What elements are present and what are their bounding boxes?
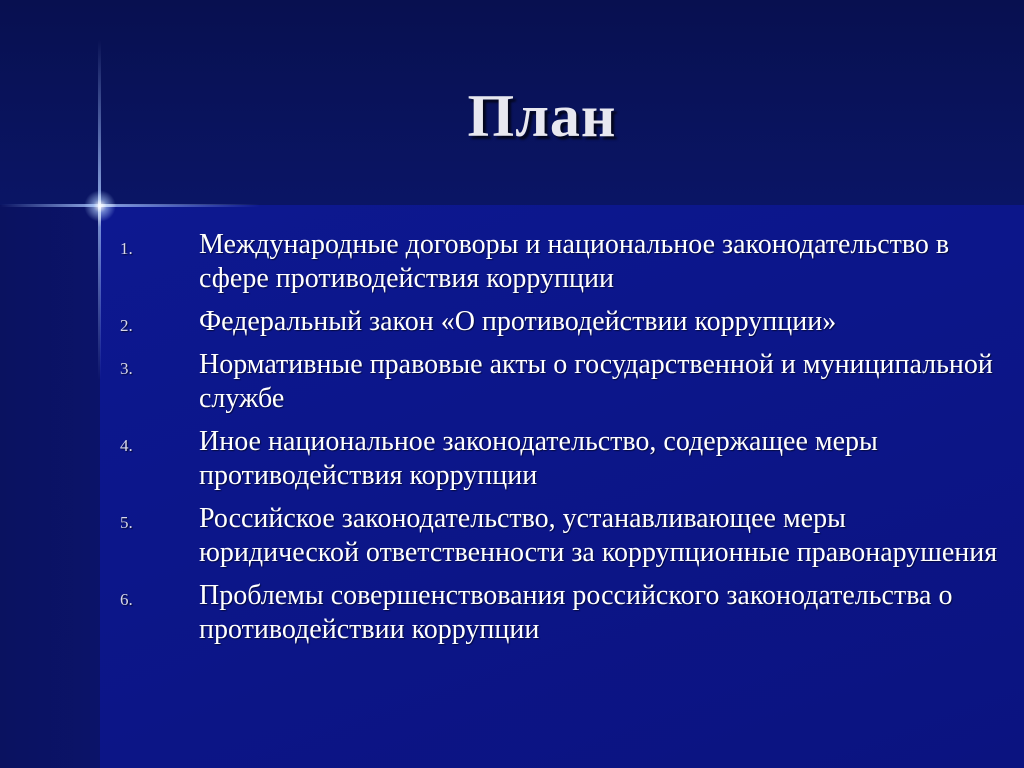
- list-item: [120, 305, 1010, 339]
- list-item: [120, 579, 1010, 647]
- list-item-number: 5.: [120, 513, 133, 532]
- left-margin-band: [0, 205, 100, 768]
- list-item-text: Российское законодательство, устанавливающее меры юридической ответственности за коррупционные правонарушения: [199, 503, 998, 568]
- list-item-text: Проблемы совершенствования российского законодательства о противодействии коррупции: [199, 580, 953, 645]
- list-item-text: Иное национальное законодательство, содержащее меры противодействия коррупции: [199, 426, 878, 491]
- list-item-number: 4.: [120, 436, 133, 455]
- star-glow-icon: [84, 190, 116, 222]
- list-item: [120, 348, 1010, 416]
- list-item-number: 3.: [120, 359, 133, 378]
- list-item-text: Международные договоры и национальное законодательство в сфере противодействия коррупции: [199, 229, 950, 294]
- list-item: [120, 425, 1010, 493]
- list-item-text: Федеральный закон «О противодействии коррупции»: [199, 306, 837, 337]
- list-item-number: 6.: [120, 590, 133, 609]
- list-item: [120, 228, 1010, 296]
- list-item-number: 2.: [120, 316, 133, 335]
- list-item: [120, 502, 1010, 570]
- list-item-text: Нормативные правовые акты о государственной и муниципальной службе: [199, 349, 993, 414]
- plan-list: [120, 228, 1010, 656]
- slide-title: План: [467, 83, 617, 149]
- star-flare-horizontal-icon: [0, 204, 260, 207]
- list-item-number: 1.: [120, 239, 133, 258]
